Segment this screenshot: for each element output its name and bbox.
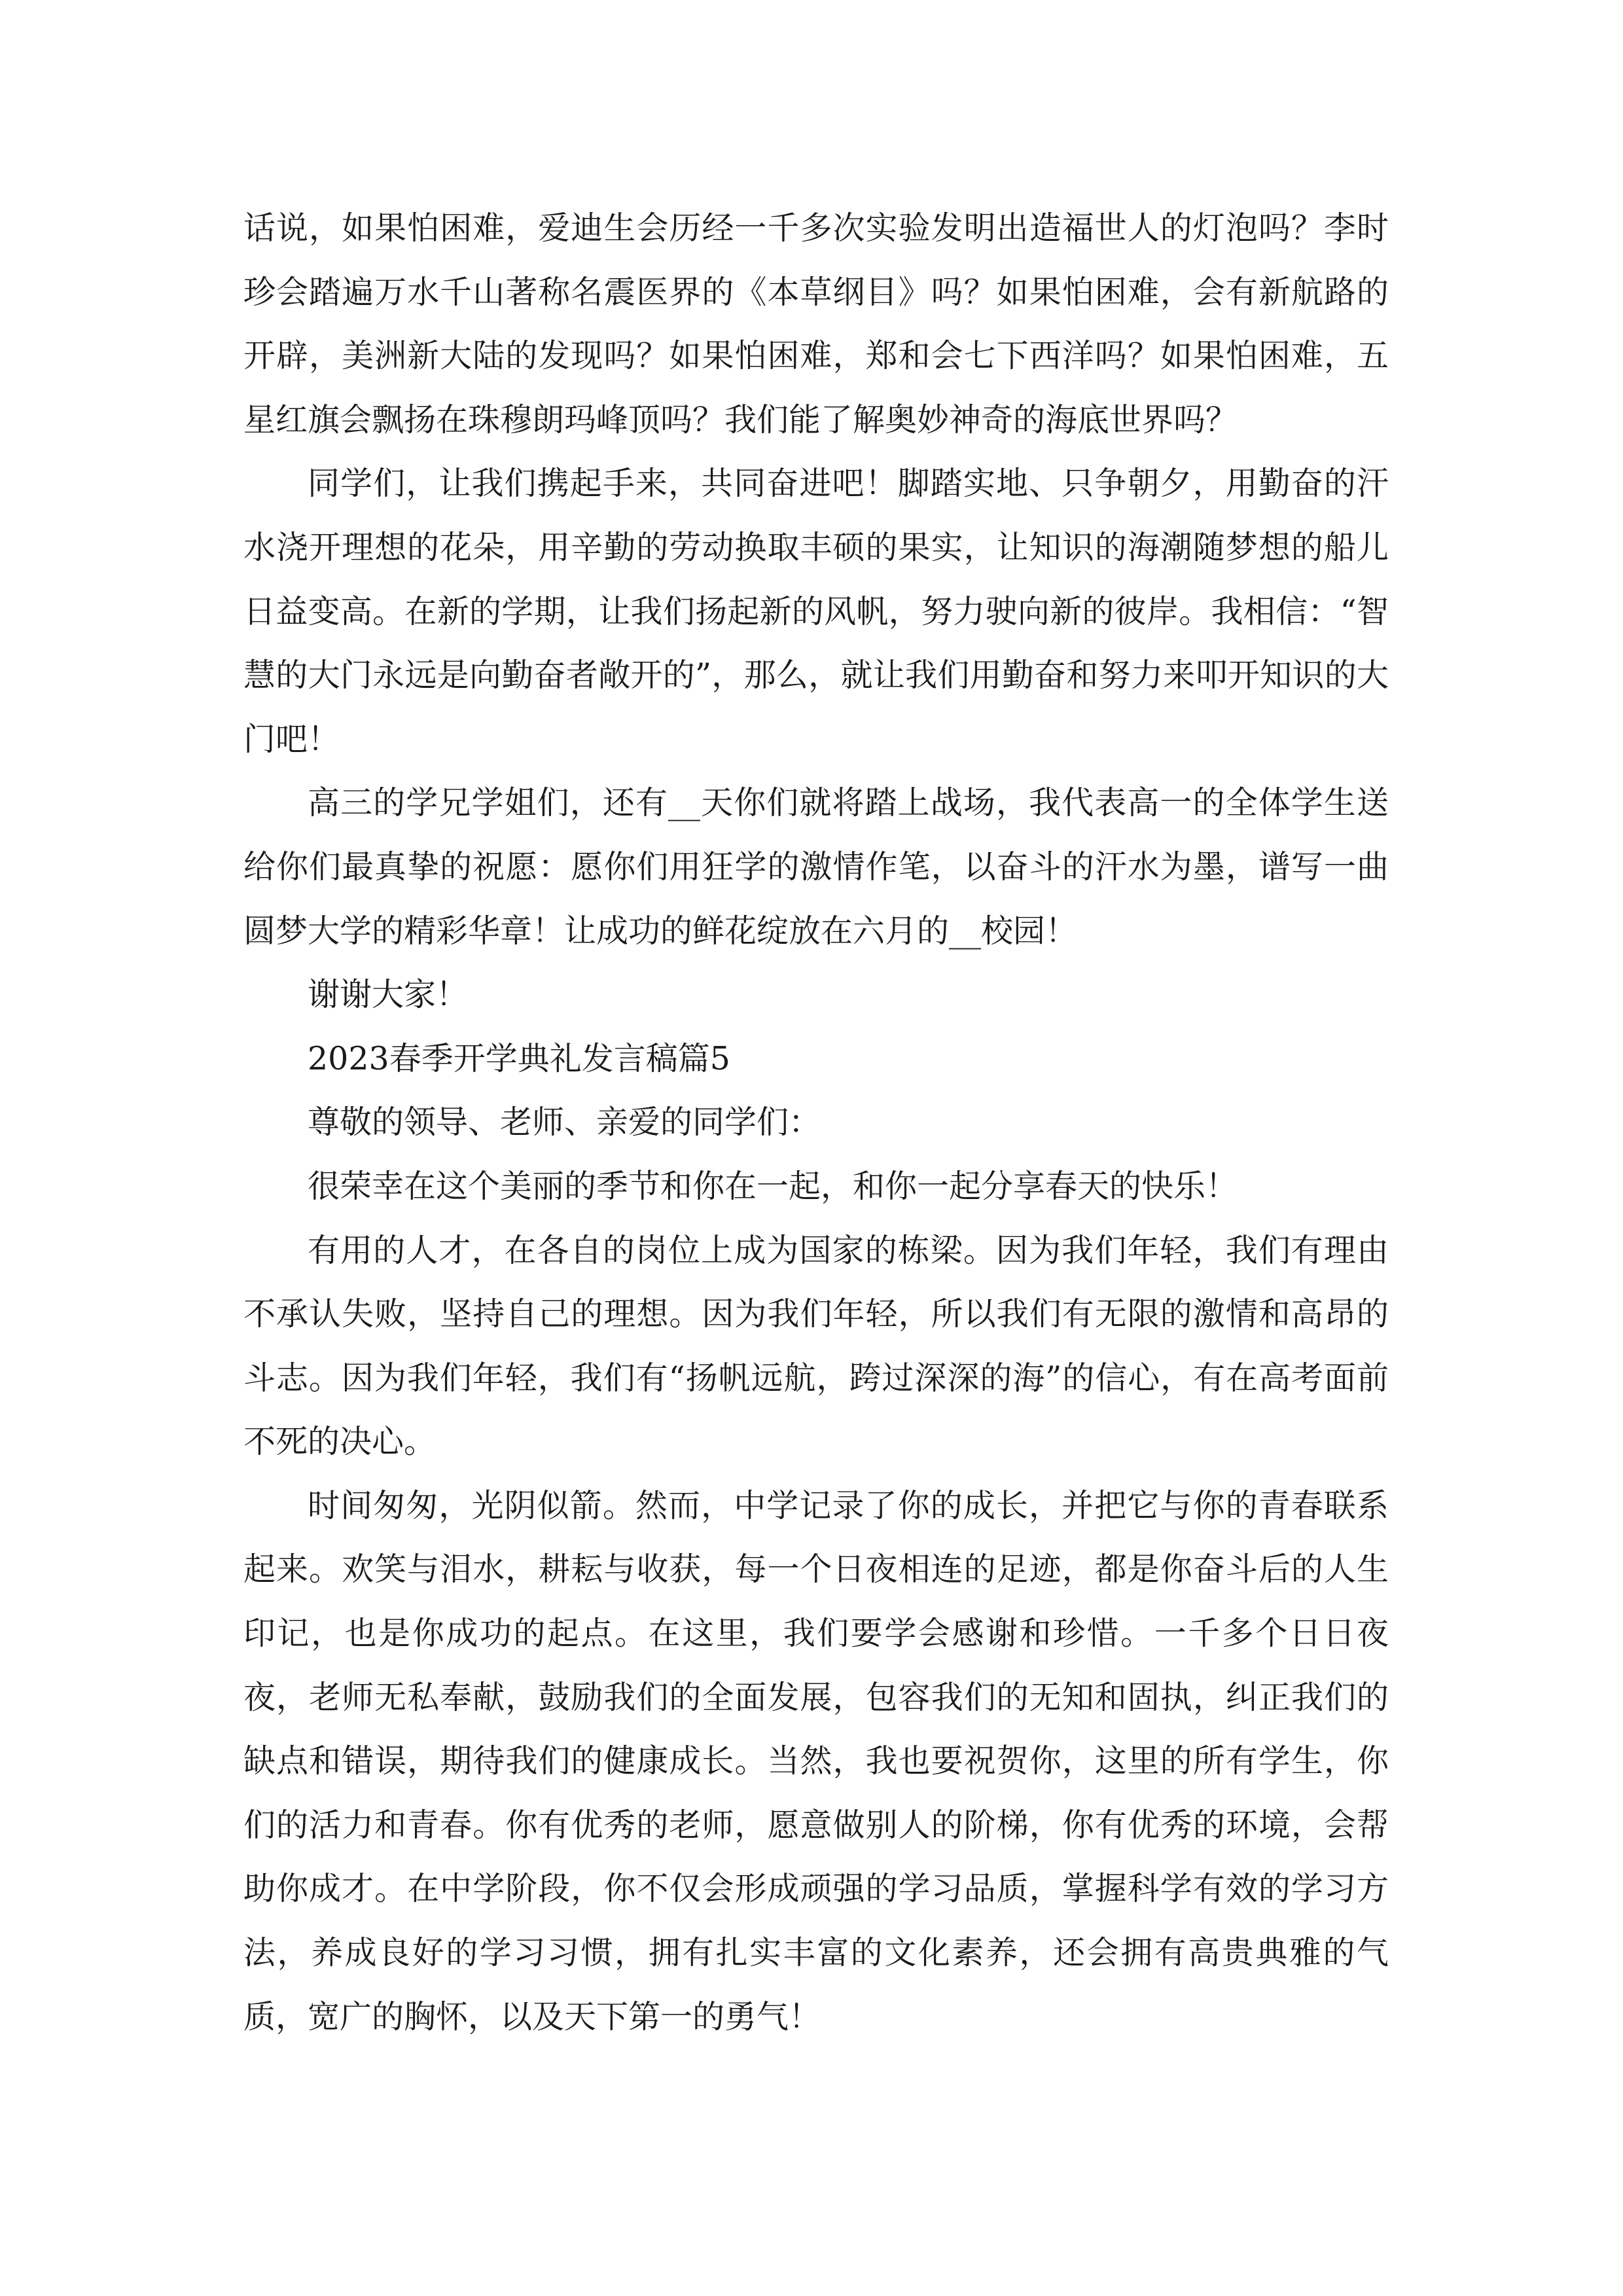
paragraph-9: 时间匆匆，光阴似箭。然而，中学记录了你的成长，并把它与你的青春联系起来。欢笑与泪水，耕耘与收获，每一个日夜相连的足迹，都是你奋斗后的人生印记，也是你成功的起点。在这里，我们要学会感谢和珍惜。一千多个日日夜夜，老师无私奉献，鼓励我们的全面发展，包容我们的无知和固执，纠正我们的缺点和错误，期待我们的健康成长。当然，我也要祝贺你，这里的所有学生，你们的活力和青春。你有优秀的老师，愿意做别人的阶梯，你有优秀的环境，会帮助你成才。在中学阶段，你不仅会形成顽强的学习品质，掌握科学有效的学习方法，养成良好的学习习惯，拥有扎实丰富的文化素养，还会拥有高贵典雅的气质，宽广的胸怀，以及天下第一的勇气！ <box>243 1486 1389 2036</box>
paragraph-3: 高三的学兄学姐们，还有__天你们就将踏上战场，我代表高一的全体学生送给你们最真挚的祝愿：愿你们用狂学的激情作笔，以奋斗的汗水为墨，谱写一曲圆梦大学的精彩华章！让成功的鲜花绽放在六月的__校园！ <box>243 784 1389 950</box>
section-heading: 2023春季开学典礼发言稿篇5 <box>308 1039 730 1077</box>
paragraph-1: 话说，如果怕困难，爱迪生会历经一千多次实验发明出造福世人的灯泡吗？李时珍会踏遍万水千山著称名震医界的《本草纲目》吗？如果怕困难，会有新航路的开辟，美洲新大陆的发现吗？如果怕困难，郑和会七下西洋吗？如果怕困难，五星红旗会飘扬在珠穆朗玛峰顶吗？我们能了解奥妙神奇的海底世界吗？ <box>243 209 1389 439</box>
paragraph-2: 同学们，让我们携起手来，共同奋进吧！脚踏实地、只争朝夕，用勤奋的汗水浇开理想的花朵，用辛勤的劳动换取丰硕的果实，让知识的海潮随梦想的船儿日益变高。在新的学期，让我们扬起新的风帆，努力驶向新的彼岸。我相信：“智慧的大门永远是向勤奋者敞开的”，那么，就让我们用勤奋和努力来叩开知识的大门吧！ <box>243 465 1389 758</box>
paragraph-8: 有用的人才，在各自的岗位上成为国家的栋梁。因为我们年轻，我们有理由不承认失败，坚持自己的理想。因为我们年轻，所以我们有无限的激情和高昂的斗志。因为我们年轻，我们有“扬帆远航，跨过深深的海”的信心，有在高考面前不死的决心。 <box>243 1231 1389 1461</box>
salutation: 尊敬的领导、老师、亲爱的同学们： <box>308 1103 821 1141</box>
paragraph-4: 谢谢大家！ <box>308 976 469 1014</box>
document-body <box>243 196 1389 2049</box>
paragraph-7: 很荣幸在这个美丽的季节和你在一起，和你一起分享春天的快乐！ <box>308 1167 1238 1205</box>
